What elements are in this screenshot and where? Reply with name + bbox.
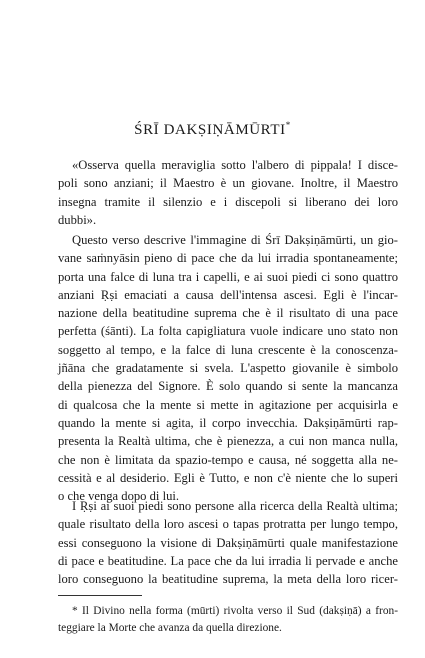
text-line: vane saṁnyāsin pieno di pace che da lui irradia spontaneamente; xyxy=(58,251,398,266)
paragraph-description xyxy=(58,231,398,505)
text-line: insegna tramite il silenzio e i discepoli si liberano dei loro xyxy=(58,194,398,209)
text-line: di qualcosa che la mente si mette in agitazione per acquisirla e xyxy=(58,397,398,412)
text-line: quale risultato della loro ascesi o tapas protratta per lungo tempo, xyxy=(58,517,398,532)
footnote-marker: * xyxy=(285,120,291,130)
chapter-title-text: ŚRĪ DAKṢIṆĀMŪRTI xyxy=(134,122,286,138)
text-line: Questo verso descrive l'immagine di Śrī Dakṣiṇāmūrti, un gio- xyxy=(72,233,398,247)
footnote-line: * Il Divino nella forma (mūrti) rivolta verso il Sud (dakṣiṇā) a fron- xyxy=(72,605,398,617)
opening-quote xyxy=(58,156,398,229)
text-line: «Osserva quella meraviglia sotto l'albero di pippala! I disce- xyxy=(72,158,398,172)
text-line: poli sono anziani; il Maestro è un giovane. Inoltre, il Maestro xyxy=(58,176,398,191)
text-line: di pace e beatitudine. La pace che da lui irradia li pervade e anche xyxy=(58,553,398,568)
footnote-divider xyxy=(58,595,142,596)
text-line: presenta la Realtà ultima, che è pienezza, a cui non manca nulla, xyxy=(58,434,398,449)
text-line: anziani Ṛṣi emaciati a causa dell'intensa ascesi. Egli è l'incar- xyxy=(58,287,398,302)
text-line: quando la mente si agita, il corpo invecchia. Dakṣiṇāmūrti rap- xyxy=(58,415,398,430)
chapter-title xyxy=(0,120,425,139)
text-line: soggetto al tempo, e la falce di luna crescente è la conoscenza- xyxy=(58,342,398,357)
text-line: porta una falce di luna tra i capelli, e ai suoi piedi ci sono quattro xyxy=(58,269,398,284)
text-line: I Ṛṣi ai suoi piedi sono persone alla ricerca della Realtà ultima; xyxy=(72,499,398,513)
text-line: cessità e al desiderio. Egli è Tutto, e non c'è niente che lo superi xyxy=(58,470,398,485)
text-line: o che venga dopo di lui. xyxy=(58,489,180,504)
text-line: loro conseguono la beatitudine suprema, la meta della loro ricer- xyxy=(58,572,398,587)
text-line: dubbi». xyxy=(58,212,97,227)
text-line: essi conseguono la visione di Dakṣiṇāmūrti quale manifestazione xyxy=(58,535,398,550)
footnote-line: teggiare la Morte che avanza da quella direzione. xyxy=(58,621,282,634)
text-line: della pienezza del Signore. È solo quando si sente la mancanza xyxy=(58,379,398,394)
footnote xyxy=(58,603,398,636)
paragraph-rsi xyxy=(58,497,398,588)
text-line: jñāna che gradatamente si svela. L'aspetto giovanile è simbolo xyxy=(58,361,398,376)
text-line: perfetta (śānti). La folta capigliatura vuole indicare uno stato non xyxy=(58,324,398,339)
text-line: che non è limitata da spazio-tempo e causa, né soggetta alla ne- xyxy=(58,452,398,467)
text-line: nazione della beatitudine suprema che è il risultato di una pace xyxy=(58,306,398,321)
